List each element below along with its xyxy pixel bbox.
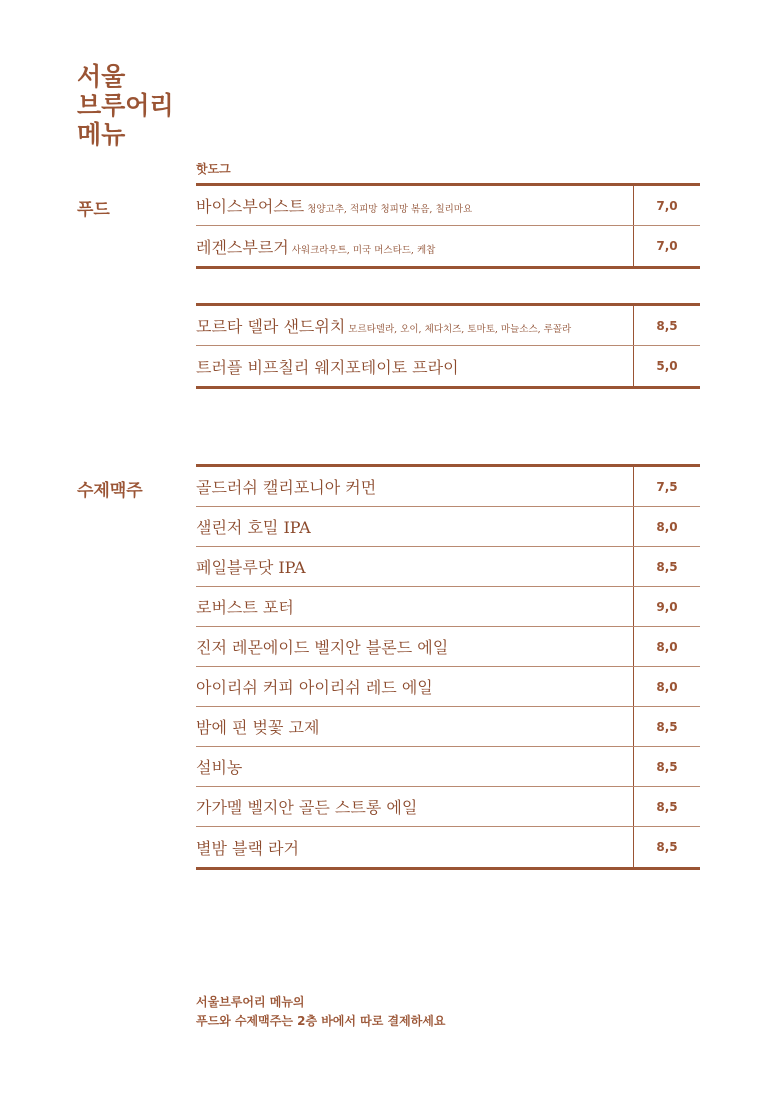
menu-row <box>196 226 700 266</box>
footer-note <box>196 993 446 1031</box>
item-price: 7,0 <box>633 186 700 225</box>
item-price: 8,5 <box>633 827 700 867</box>
menu-row <box>196 787 700 827</box>
hotdog-sub-label: 핫도그 <box>196 162 231 176</box>
item-name: 모르타 델라 샌드위치 <box>196 317 346 336</box>
menu-row <box>196 507 700 547</box>
menu-row <box>196 306 700 346</box>
item-price: 5,0 <box>633 346 700 386</box>
title-line: 브루어리 <box>77 91 174 120</box>
menu-row <box>196 827 700 867</box>
item-price: 8,5 <box>633 547 700 586</box>
item-price: 8,5 <box>633 787 700 826</box>
menu-row <box>196 627 700 667</box>
item-name: 밤에 핀 벚꽃 고제 <box>196 718 320 737</box>
item-price: 7,5 <box>633 467 700 506</box>
item-desc: 사워크라우트, 미국 머스타드, 케찹 <box>291 244 436 256</box>
item-name: 샐린저 호밀 IPA <box>196 518 311 537</box>
item-price: 8,5 <box>633 707 700 746</box>
menu-row <box>196 667 700 707</box>
item-price: 8,5 <box>633 306 700 345</box>
item-name: 골드러쉬 캘리포니아 커먼 <box>196 478 377 497</box>
menu-row <box>196 707 700 747</box>
item-desc: 모르타델라, 오이, 체다치즈, 토마토, 마늘소스, 루꼴라 <box>348 324 572 335</box>
menu-row <box>196 747 700 787</box>
footer-line-2: 푸드와 수제맥주는 2층 바에서 따로 결제하세요 <box>196 1014 446 1028</box>
item-name: 페일블루닷 IPA <box>196 558 306 577</box>
title-line: 메뉴 <box>77 120 126 149</box>
menu-row <box>196 587 700 627</box>
menu-row <box>196 467 700 507</box>
footer-line-1: 서울브루어리 메뉴의 <box>196 995 305 1009</box>
menu-row <box>196 547 700 587</box>
item-price: 9,0 <box>633 587 700 626</box>
item-price: 7,0 <box>633 226 700 266</box>
beer-group <box>196 464 700 870</box>
item-name: 가가멜 벨지안 골든 스트롱 에일 <box>196 798 418 817</box>
food-group-hotdog <box>196 183 700 269</box>
title-line: 서울 <box>77 62 126 91</box>
item-name: 아이리쉬 커피 아이리쉬 레드 에일 <box>196 678 433 697</box>
item-name: 진저 레몬에이드 벨지안 블론드 에일 <box>196 638 449 657</box>
item-name: 트러플 비프칠리 웨지포테이토 프라이 <box>196 357 459 377</box>
menu-row <box>196 346 700 386</box>
item-name: 레겐스부르거 <box>196 237 289 257</box>
item-price: 8,0 <box>633 667 700 706</box>
menu-row <box>196 186 700 226</box>
page-title <box>77 62 174 149</box>
item-name: 로버스트 포터 <box>196 598 294 617</box>
item-name: 바이스부어스트 <box>196 197 305 216</box>
food-section-label: 푸드 <box>77 200 110 220</box>
item-price: 8,0 <box>633 627 700 666</box>
beer-section-label: 수제맥주 <box>77 481 143 501</box>
item-price: 8,5 <box>633 747 700 786</box>
item-name: 별밤 블랙 라거 <box>196 838 299 858</box>
item-desc: 청양고추, 적피망 청피망 볶음, 칠리마요 <box>307 204 473 215</box>
food-group-other <box>196 303 700 389</box>
item-name: 설비농 <box>196 758 243 777</box>
item-price: 8,0 <box>633 507 700 546</box>
